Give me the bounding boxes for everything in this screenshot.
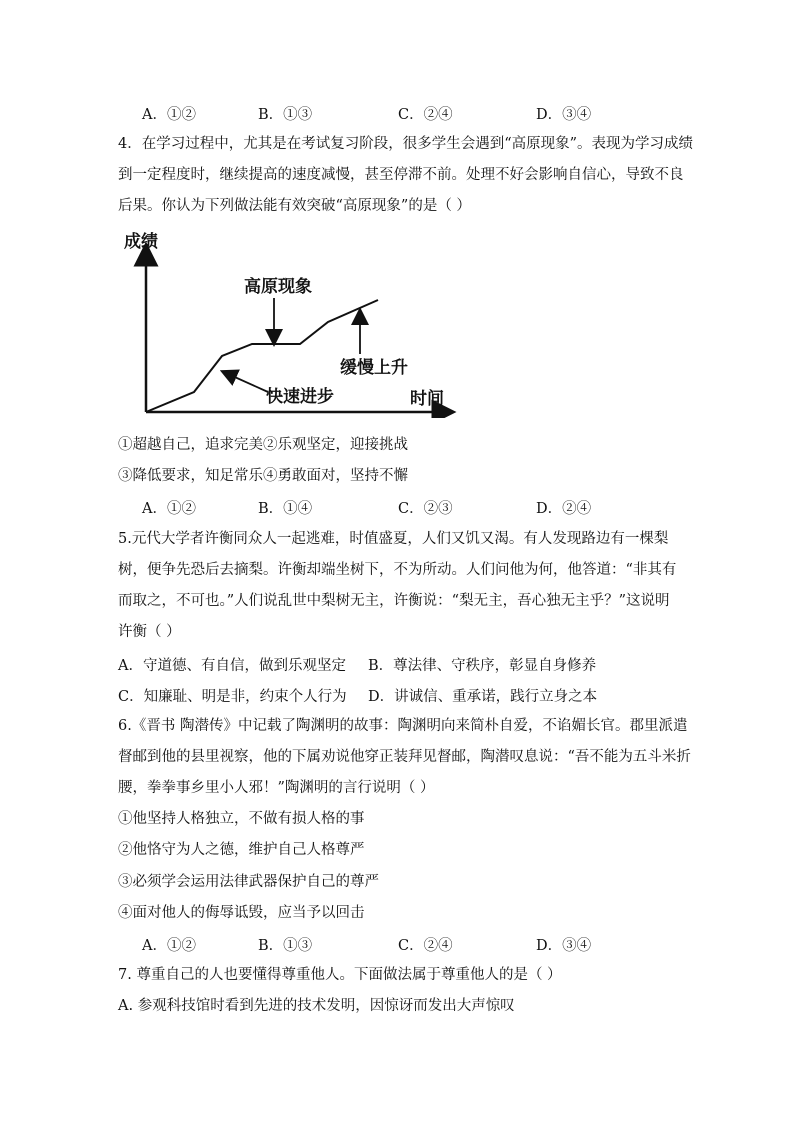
q4-option-c: C．②③ [398, 501, 453, 517]
q6-statement-3: ③必须学会运用法律武器保护自己的尊严 [118, 874, 379, 890]
q6-option-a: A．①② [142, 938, 196, 954]
q4-stem-line-2: 到一定程度时，继续提高的速度减慢，甚至停滞不前。处理不好会影响自信心，导致不良 [118, 167, 684, 183]
q6-options [118, 934, 678, 954]
q7-stem: 7. 尊重自己的人也要懂得尊重他人。下面做法属于尊重他人的是（ ） [118, 967, 562, 983]
q6-option-b: B．①③ [258, 938, 313, 954]
q5-stem-line-1: 5.元代大学者许衡同众人一起逃难，时值盛夏，人们又饥又渴。有人发现路边有一棵梨 [118, 531, 669, 547]
q7-option-a: A. 参观科技馆时看到先进的技术发明，因惊讶而发出大声惊叹 [118, 998, 515, 1014]
q5-option-b: B．尊法律、守秩序，彰显自身修养 [368, 658, 597, 674]
q4-stem-line-3: 后果。你认为下列做法能有效突破“高原现象”的是（ ） [118, 198, 471, 214]
q6-stem-line-1: 6.《晋书 陶潜传》中记载了陶渊明的故事：陶渊明向来简朴自爱，不谄媚长官。郡里派遣 [118, 718, 688, 734]
q5-options-row-2 [118, 685, 678, 705]
q6-statement-2: ②他恪守为人之德，维护自己人格尊严 [118, 842, 365, 858]
q4-options [118, 497, 678, 517]
q6-statement-4: ④面对他人的侮辱诋毁，应当予以回击 [118, 905, 365, 921]
q6-option-c: C．②④ [398, 938, 453, 954]
q4-option-a: A．①② [142, 501, 196, 517]
q4-option-b: B．①④ [258, 501, 313, 517]
q3-options [118, 103, 678, 123]
q4-statements-line-2: ③降低要求，知足常乐④勇敢面对，坚持不懈 [118, 468, 408, 484]
q5-options-row-1 [118, 654, 678, 674]
q6-option-d: D．③④ [536, 938, 592, 954]
x-axis-label: 时间 [410, 389, 444, 409]
q4-statements-line-1: ①超越自己，追求完美②乐观坚定，迎接挑战 [118, 437, 408, 453]
plateau-label: 高原现象 [244, 277, 312, 297]
fast-progress-arrow [228, 374, 268, 392]
q5-stem-line-3: 而取之，不可也。”人们说乱世中梨树无主，许衡说：“梨无主，吾心独无主乎？”这说明 [118, 593, 670, 609]
q3-option-c: C．②④ [398, 107, 453, 123]
q4-figure [118, 228, 458, 418]
q5-option-a: A．守道德、有自信，做到乐观坚定 [118, 658, 346, 674]
q4-stem-line-1: 4．在学习过程中，尤其是在考试复习阶段，很多学生会遇到“高原现象”。表现为学习成绩 [118, 136, 694, 152]
q3-option-d: D．③④ [536, 107, 592, 123]
q5-stem-line-2: 树，便争先恐后去摘梨。许衡却端坐树下，不为所动。人们问他为何，他答道：“非其有 [118, 562, 677, 578]
q4-option-d: D．②④ [536, 501, 592, 517]
y-axis-label: 成绩 [124, 232, 158, 252]
q6-stem-line-2: 督邮到他的县里视察，他的下属劝说他穿正装拜见督邮，陶潜叹息说：“吾不能为五斗米折 [118, 749, 691, 765]
q3-option-b: B．①③ [258, 107, 313, 123]
fast-progress-label: 快速进步 [266, 387, 334, 407]
slow-rise-label: 缓慢上升 [340, 358, 408, 378]
q5-stem-line-4: 许衡（ ） [118, 624, 181, 640]
q6-statement-1: ①他坚持人格独立，不做有损人格的事 [118, 811, 365, 827]
q5-option-d: D．讲诚信、重承诺，践行立身之本 [368, 689, 598, 705]
learning-curve [146, 300, 378, 412]
q5-option-c: C．知廉耻、明是非，约束个人行为 [118, 689, 347, 705]
learning-curve-diagram [118, 228, 458, 418]
q6-stem-line-3: 腰，拳拳事乡里小人邪！”陶渊明的言行说明（ ） [118, 780, 435, 796]
q3-option-a: A．①② [142, 107, 196, 123]
